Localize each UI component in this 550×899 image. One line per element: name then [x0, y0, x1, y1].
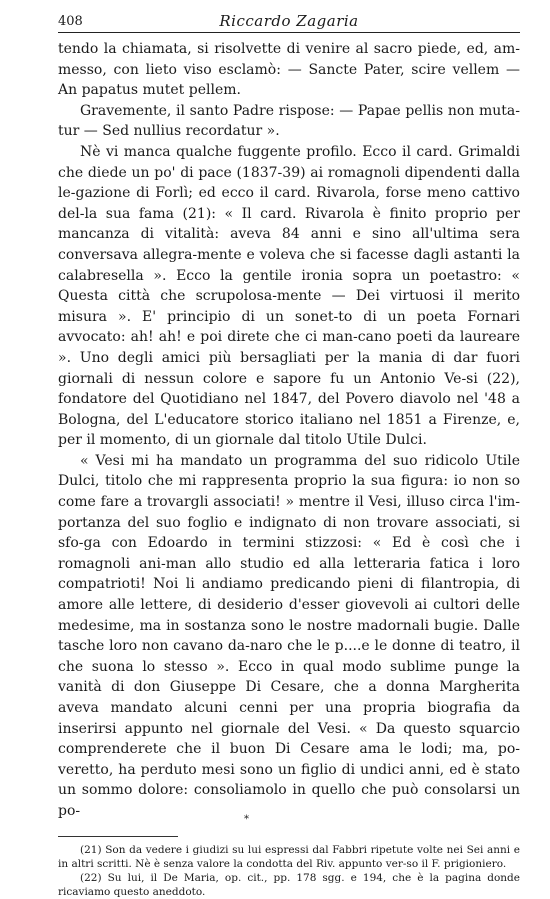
footnotes — [58, 843, 520, 899]
body-text — [58, 39, 520, 822]
footnote-21: (21) Son da vedere i giudizi su lui espressi dal Fabbri ripetute volte nei Sei anni e in altri scritti. Nè è senza valore la condotta del Riv. appunto ver-so il F. prigioniero. — [58, 843, 520, 870]
paragraph-pope-reply: Gravemente, il santo Padre rispose: — Papae pellis non muta-tur — Sed nullius recordatur ». — [58, 102, 520, 140]
running-title: Riccardo Zagaria — [219, 12, 359, 30]
paragraph-vesi: « Vesi mi ha mandato un programma del suo ridicolo Utile Dulci, titolo che mi rappresenta proprio la sua figura: io non so come fare a trovargli associati! » mentre il Vesi, illuso circa l'im-portanza del suo foglio e indignato di non trovare associati, si sfo-ga con Edoardo in termini stizzosi: « Ed è così che i romagnoli ani-man allo studio ed alla letteraria fatica i loro compatrioti! Noi li andiamo predicando pieni di filantropia, di amore alle lettere, di desiderio d'esser giovevoli ai cultori delle medesime, ma in sostanza sono le nostre madornali bugie. Dalle tasche loro non cavano da-naro che le p....e le donne di teatro, il che suona lo stesso ». Ecco in qual modo sublime punge la vanità di don Giuseppe Di Cesare, che a donna Margherita aveva mandato alcuni cenni per una propria biografia da inserirsi appunto nel giornale del Vesi. « Da questo squarcio comprenderete che il buon Di Cesare ama le lodi; ma, po-veretto, ha perduto mesi sono un figlio di undici anni, ed è stato un sommo dolore: consoliamolo in quello che può consolarsi un po- — [58, 452, 520, 819]
page-number: 408 — [58, 14, 83, 29]
paragraph-continuation: tendo la chiamata, si risolvette di venire al sacro piede, ed, am-messo, con lieto viso esclamò: — Sancte Pater, scire vellem — An papatus mutet pellem. — [58, 41, 520, 99]
footnote-22: (22) Su lui, il De Maria, op. cit., pp. 178 sgg. e 194, che è la pagina donde ricaviamo questo aneddoto. — [58, 871, 520, 898]
signature-mark: * — [244, 814, 249, 825]
footnote-divider — [58, 836, 178, 837]
page-header — [58, 8, 520, 33]
paragraph-profiles: Nè vi manca qualche fuggente profilo. Ecco il card. Grimaldi che diede un po' di pace (1837-39) ai romagnoli dipendenti dalla le-gazione di Forlì; ed ecco il card. Rivarola, forse meno cattivo del-la sua fama (21): « Il card. Rivarola è finito proprio per mancanza di vitalità: aveva 84 anni e sino all'ultima sera conversava allegra-mente e voleva che si facesse dagli astanti la calabresella ». Ecco la gentile ironia sopra un poetastro: « Questa città che scrupolosa-mente — Dei virtuosi il merito misura ». E' principio di un sonet-to di un poeta Fornari avvocato: ah! ah! e poi direte che ci man-cano poeti da laureare ». Uno degli amici più bersagliati per la mania di dar fuori giornali di nessun colore e sapore fu un Antonio Ve-si (22), fondatore del Quotidiano nel 1847, del Povero diavolo nel '48 a Bologna, del L'educatore storico italiano nel 1851 a Firenze, e, per il momento, di un giornale dal titolo Utile Dulci. — [58, 143, 520, 449]
